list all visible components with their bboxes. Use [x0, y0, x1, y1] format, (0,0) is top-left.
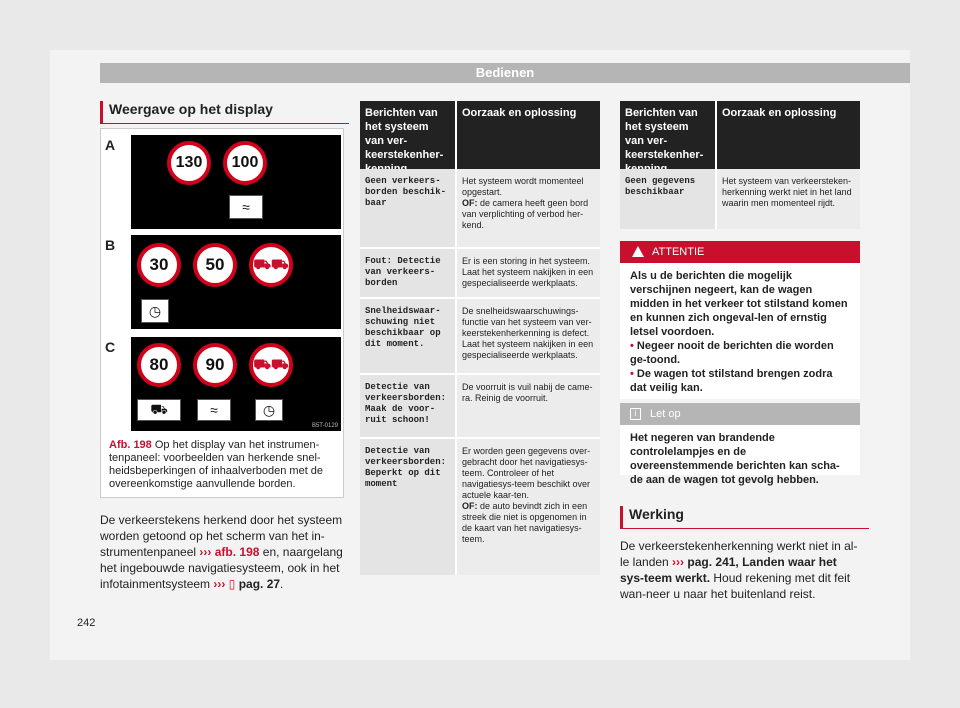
table-row: [360, 169, 600, 247]
figure-caption-text: Op het display van het instrumen-tenpaneel: voorbeelden van herkende snel-heidsbeperkingen of inhaalverboden met de overeenkomstige aanvullende borden.: [109, 439, 324, 490]
table-row: [360, 247, 600, 297]
figure-caption: [109, 439, 335, 491]
table-cell-cause: Het systeem van verkeersteken-herkenning werkt niet in het land waarin men momenteel rijdt.: [715, 169, 860, 229]
note-title: Let op: [650, 408, 681, 420]
note-body: Het negeren van brandende controlelampjes en de overeenstemmende berichten kan scha-de aan de wagen tot gevolg hebben.: [630, 432, 840, 486]
attention-title: ATTENTIE: [652, 246, 705, 258]
body-text-part: en, naargelang het ingebouwde navigatiesysteem, ook in het infotainmentsysteem: [100, 545, 343, 591]
warning-icon: [632, 246, 644, 257]
panel-c: [131, 337, 341, 431]
speed-sign-130: 130: [167, 141, 211, 185]
no-overtaking-sign-icon: ⛟⛟: [249, 343, 293, 387]
table-header-col1: Berichten van het systeem van ver-keerstekenher-: [365, 107, 444, 161]
table-cell-message: Snelheidswaar-schuwing niet beschikbaar op dit moment.: [360, 299, 455, 373]
attention-header: [620, 241, 860, 263]
book-icon: ▯: [228, 577, 236, 591]
page-number: 242: [77, 617, 96, 629]
werking-text-part: Houd rekening met dit feit wan-neer u naar het buitenland reist.: [620, 571, 851, 601]
table-header: [620, 101, 860, 169]
info-icon: i: [630, 408, 641, 420]
table-cell-message: Detectie van verkeersborden: Maak de voor-ruit schoon!: [360, 375, 455, 437]
arrow-icon: ›››: [672, 555, 685, 569]
attention-bullet: [630, 339, 850, 367]
slippery-road-icon: ≈: [197, 399, 231, 421]
panel-letter-b: B: [105, 237, 116, 253]
table-header-col1: Berichten van het systeem van ver-keerstekenher-: [625, 107, 704, 161]
cause-or-label: OF:: [462, 198, 478, 208]
table-row: [360, 437, 600, 575]
figure-link[interactable]: afb. 198: [214, 545, 260, 559]
car-trailer-icon: ⛟: [137, 399, 181, 421]
body-text-part: .: [280, 577, 284, 591]
attention-text: Als u de berichten die mogelijk verschijnen negeert, kan de wagen midden in het verkeer tot stilstand komen en kunnen zich ongeval-len of ernstig letsel voordoen.: [630, 270, 848, 338]
header-bar: Bedienen: [100, 63, 910, 83]
cause-text: de auto bevindt zich in een streek die niet is opgenomen in de kaart van het navigatiesys-teem.: [462, 501, 588, 544]
bullet-icon: •: [630, 368, 634, 380]
table-header: [360, 101, 600, 169]
messages-table-continued: [620, 101, 860, 229]
table-cell-cause: Er is een storing in het systeem. Laat het systeem nakijken in een gespecialiseerde werkplaats.: [455, 249, 600, 297]
cause-text: de camera heeft geen bord van verplichting of verbod her-kend.: [462, 198, 589, 230]
page-link[interactable]: pag. 241, Landen waar het sys-teem werkt.: [620, 555, 837, 585]
figure-ref: Afb. 198: [109, 439, 152, 451]
bullet-icon: •: [630, 340, 634, 352]
table-cell-message: Geen gegevens beschikbaar: [620, 169, 715, 229]
note-box: [620, 403, 860, 486]
slippery-road-icon: ≈: [229, 195, 263, 219]
cause-or-label: OF:: [462, 501, 478, 511]
messages-table: [360, 101, 600, 575]
arrow-icon: ›››: [199, 545, 212, 559]
arrow-icon: ›››: [213, 577, 226, 591]
bullet-text: Negeer nooit de berichten die worden ge-toond.: [630, 340, 834, 366]
panel-a: [131, 135, 341, 229]
panel-letter-c: C: [105, 339, 116, 355]
cause-text: Er worden geen gegevens over-gebracht door het navigatiesys-teem. Controleer of het navigatiesys-teem beschikt over actuele kaar-ten.: [462, 446, 591, 500]
bullet-text: De wagen tot stilstand brengen zodra dat veilig kan.: [630, 368, 833, 394]
no-overtaking-sign-icon: ⛟⛟: [249, 243, 293, 287]
table-cell-cause: De voorruit is vuil nabij de came-ra. Reinig de voorruit.: [455, 375, 600, 437]
table-cell-cause: De snelheidswaarschuwings-functie van het systeem van ver-keerstekenherkenning is defect. Laat het systeem nakijken in een gespecialiseerde werkplaats.: [455, 299, 600, 373]
table-cell-cause: [455, 439, 600, 575]
table-header-col2: Oorzaak en oplossing: [455, 101, 600, 169]
speed-sign-30: 30: [137, 243, 181, 287]
note-header: [620, 403, 860, 425]
clock-icon: ◷: [141, 299, 169, 323]
table-row: [360, 297, 600, 373]
panel-b: [131, 235, 341, 329]
section-heading-werking: Werking: [620, 506, 869, 529]
page: [50, 50, 910, 660]
figure-198: [100, 128, 344, 498]
cause-text: Het systeem wordt momenteel opgestart.: [462, 176, 584, 197]
panel-letter-a: A: [105, 137, 116, 153]
table-cell-cause: [455, 169, 600, 247]
speed-sign-100: 100: [223, 141, 267, 185]
table-row: [620, 169, 860, 229]
attention-body: [620, 263, 860, 401]
attention-bullet: [630, 367, 850, 395]
speed-sign-50: 50: [193, 243, 237, 287]
body-text-part: De verkeerstekens herkend door het systeem worden getoond op het scherm van het in-strumentenpaneel: [100, 513, 343, 559]
body-text: [100, 512, 346, 592]
speed-sign-90: 90: [193, 343, 237, 387]
clock-icon: ◷: [255, 399, 283, 421]
table-cell-message: Detectie van verkeersborden: Beperkt op dit moment: [360, 439, 455, 575]
speed-sign-80: 80: [137, 343, 181, 387]
page-link[interactable]: pag. 27: [238, 577, 281, 591]
section-heading-display: Weergave op het display: [100, 101, 349, 124]
table-header-col2: Oorzaak en oplossing: [715, 101, 860, 169]
werking-text-part: De verkeerstekenherkenning werkt niet in al-le landen: [620, 539, 858, 569]
table-row: [360, 373, 600, 437]
table-cell-message: Fout: Detectie van verkeers-borden: [360, 249, 455, 297]
table-cell-message: Geen verkeers-borden beschik-baar: [360, 169, 455, 247]
attention-box: [620, 241, 860, 399]
figure-code: B5T-0129: [311, 423, 338, 429]
werking-text: [620, 538, 864, 602]
